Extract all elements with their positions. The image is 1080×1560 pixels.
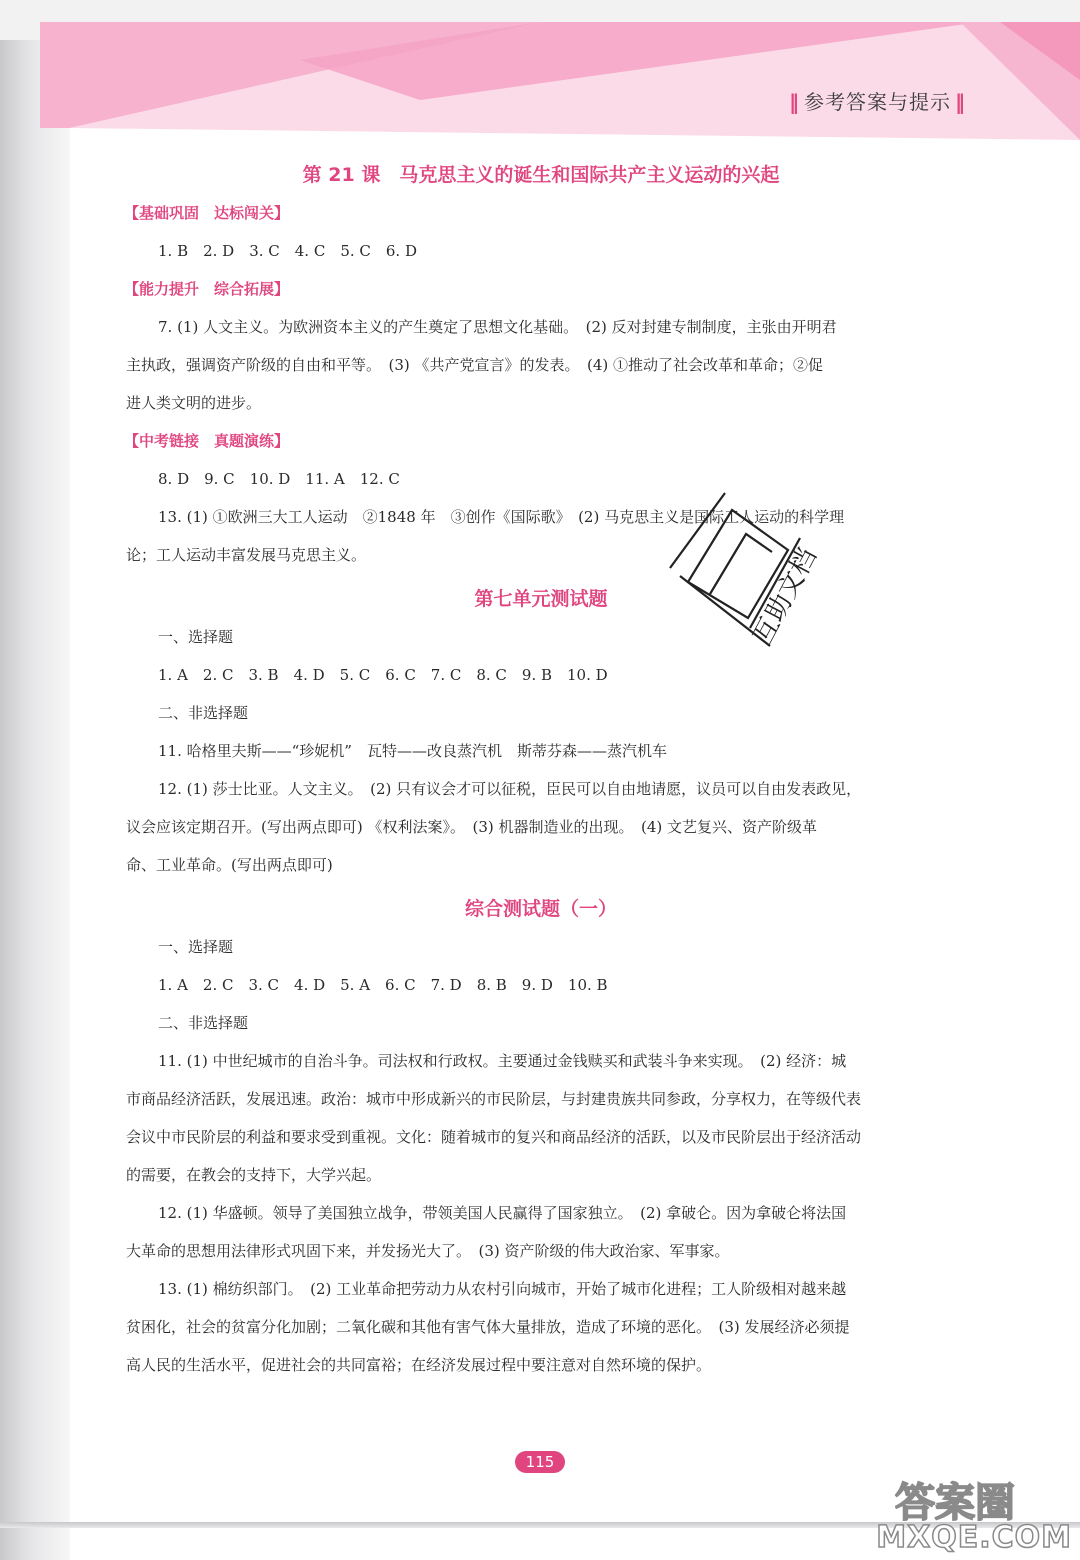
header-label: ‖ 参考答案与提示 ‖ — [789, 90, 966, 114]
answer-line: 二、非选择题 — [158, 1014, 249, 1032]
answer-line: 8. D 9. C 10. D 11. A 12. C — [158, 470, 400, 488]
section-title: 第七单元测试题 — [474, 588, 608, 610]
section-tag: 【中考链接 真题演练】 — [124, 432, 290, 450]
answer-line: 市商品经济活跃，发展迅速。政治：城市中形成新兴的市民阶层，与封建贵族共同参政，分享权力，在等级代表 — [126, 1090, 862, 1108]
answer-line: 命、工业革命。(写出两点即可) — [126, 856, 333, 874]
watermark-url: MXQE.COM — [876, 1520, 1072, 1555]
answer-line: 大革命的思想用法律形式巩固下来，并发扬光大了。 (3) 资产阶级的伟大政治家、军事家。 — [126, 1242, 730, 1260]
answer-line: 贫困化，社会的贫富分化加剧；二氧化碳和其他有害气体大量排放，造成了环境的恶化。 (3) 发展经济必须提 — [126, 1318, 850, 1336]
header-banner — [0, 0, 1080, 150]
section-title: 综合测试题（一） — [464, 898, 617, 920]
answer-line: 13. (1) 棉纺织部门。 (2) 工业革命把劳动力从农村引向城市，开始了城市化进程；工人阶级相对越来越 — [158, 1280, 847, 1298]
answer-line: 高人民的生活水平，促进社会的共同富裕；在经济发展过程中要注意对自然环境的保护。 — [126, 1356, 712, 1374]
svg-text:答案圈: 答案圈 — [895, 1480, 1015, 1526]
page-number: 115 — [515, 1451, 565, 1473]
answer-line: 11. 哈格里夫斯——“珍妮机” 瓦特——改良蒸汽机 斯蒂芬森——蒸汽机车 — [158, 742, 667, 760]
section-tag: 【基础巩固 达标闯关】 — [124, 204, 290, 222]
answer-line: 一、选择题 — [158, 628, 234, 646]
answer-line: 主执政，强调资产阶级的自由和平等。 (3) 《共产党宣言》的发表。 (4) ①推动了社会改革和革命；②促 — [126, 356, 824, 374]
answer-line: 的需要，在教会的支持下，大学兴起。 — [126, 1166, 382, 1184]
answer-line: 会议中市民阶层的利益和要求受到重视。文化：随着城市的复兴和商品经济的活跃，以及市民阶层出于经济活动 — [126, 1128, 862, 1146]
answer-line: 1. B 2. D 3. C 4. C 5. C 6. D — [158, 242, 417, 260]
answer-line: 11. (1) 中世纪城市的自治斗争。司法权和行政权。主要通过金钱赎买和武装斗争来实现。 (2) 经济：城 — [158, 1052, 847, 1070]
answer-line: 一、选择题 — [158, 938, 234, 956]
answer-line: 7. (1) 人文主义。为欧洲资本主义的产生奠定了思想文化基础。 (2) 反对封建专制制度，主张由开明君 — [158, 318, 837, 336]
answer-line: 12. (1) 华盛顿。领导了美国独立战争，带领美国人民赢得了国家独立。 (2) 拿破仑。因为拿破仑将法国 — [158, 1204, 847, 1222]
answer-line: 12. (1) 莎士比亚。人文主义。 (2) 只有议会才可以征税，臣民可以自由地请愿，议员可以自由发表政见， — [158, 780, 862, 798]
answer-line: 论；工人运动丰富发展马克思主义。 — [126, 546, 367, 564]
header-label-text: 参考答案与提示 — [804, 90, 951, 114]
answer-line: 议会应该定期召开。(写出两点即可) 《权利法案》。 (3) 机器制造业的出现。 (4) 文艺复兴、资产阶级革 — [126, 818, 818, 836]
section-title: 第 21 课 马克思主义的诞生和国际共产主义运动的兴起 — [302, 164, 780, 186]
stamp-watermark — [660, 478, 860, 658]
stamp-text: 互助文档 — [747, 543, 824, 650]
answer-content — [126, 150, 956, 1384]
book-spine-shadow — [0, 0, 70, 1560]
answer-line: 二、非选择题 — [158, 704, 249, 722]
answer-line: 1. A 2. C 3. B 4. D 5. C 6. C 7. C 8. C 9. B 10. D — [158, 666, 608, 684]
section-tag: 【能力提升 综合拓展】 — [124, 280, 290, 298]
answer-line: 进人类文明的进步。 — [126, 394, 262, 412]
answer-line: 1. A 2. C 3. C 4. D 5. A 6. C 7. D 8. B 9. D 10. B — [158, 976, 608, 994]
answer-line: 13. (1) ①欧洲三大工人运动 ②1848 年 ③创作《国际歌》 (2) 马克思主义是国际工人运动的科学理 — [158, 508, 845, 526]
